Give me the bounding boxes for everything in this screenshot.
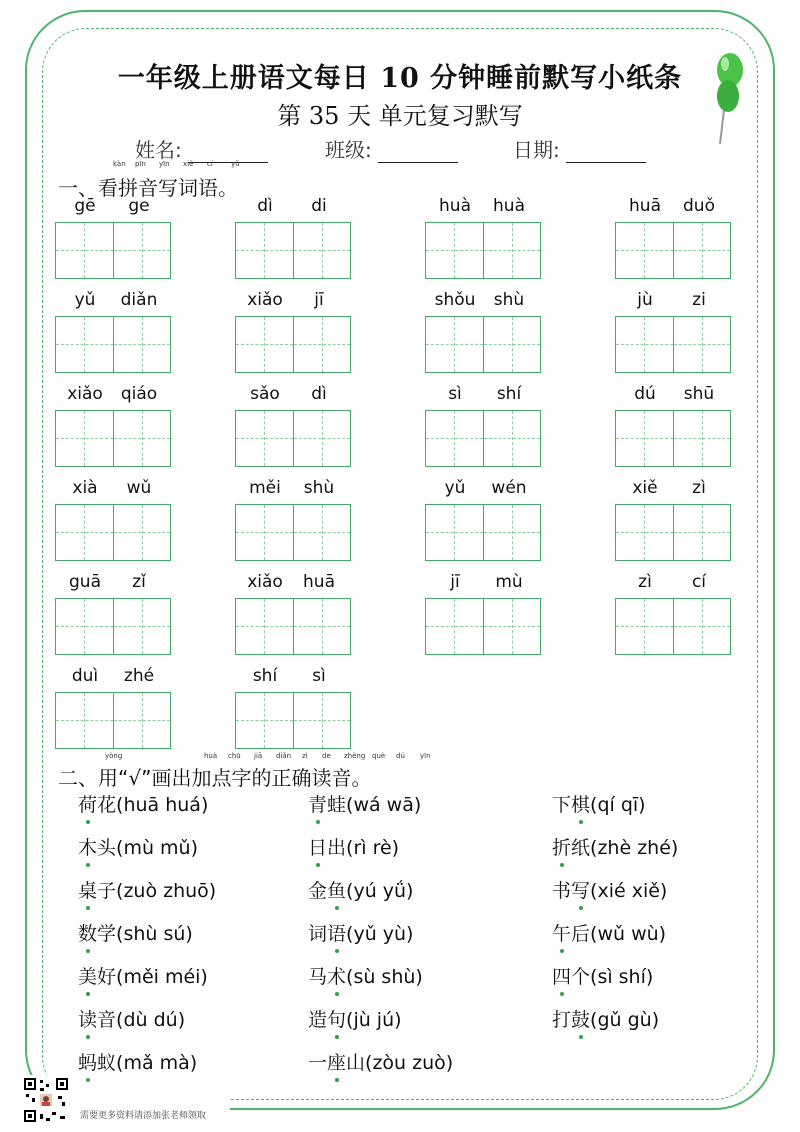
pinyin-syllable: xiǎo	[247, 290, 283, 310]
pinyin-word-cell	[235, 666, 351, 746]
name-blank[interactable]	[188, 142, 268, 163]
pinyin-word-cell	[425, 572, 541, 652]
pinyin-word-cell	[235, 572, 351, 652]
dotted-character: 四	[552, 962, 571, 989]
pinyin-syllable: zǐ	[132, 572, 146, 592]
ruby-pinyin: yīn	[420, 752, 431, 760]
writing-box[interactable]	[236, 693, 293, 748]
pinyin-syllable: shí	[252, 666, 278, 686]
character: 花	[97, 794, 117, 816]
pinyin-word-cell	[235, 384, 351, 464]
pronunciation-item	[78, 1048, 197, 1075]
ruby-pinyin: huà	[204, 752, 218, 760]
writing-box[interactable]	[483, 411, 540, 466]
item-word	[552, 837, 590, 859]
tian-zi-grid	[55, 222, 171, 279]
dotted-character: 美	[78, 962, 97, 989]
section2-title: 二、用“√”画出加点字的正确读音。	[58, 766, 372, 790]
writing-box[interactable]	[236, 599, 293, 654]
writing-box[interactable]	[426, 317, 483, 372]
dotted-character: 座	[327, 1048, 346, 1075]
dotted-character: 日	[308, 833, 327, 860]
tian-zi-grid	[55, 316, 171, 373]
pinyin-word-cell	[615, 478, 731, 558]
dotted-character: 数	[78, 919, 97, 946]
pinyin-word-cell	[55, 572, 171, 652]
writing-box[interactable]	[293, 317, 350, 372]
tian-zi-grid	[615, 504, 731, 561]
pinyin-choices[interactable]: (měi méi)	[116, 966, 208, 988]
writing-box[interactable]	[56, 599, 113, 654]
tian-zi-grid	[55, 692, 171, 749]
dotted-character: 荷	[78, 790, 97, 817]
ruby-pinyin: chū	[228, 752, 241, 760]
pronunciation-item	[78, 919, 193, 946]
page-subtitle: 第 35 天 单元复习默写	[277, 102, 523, 130]
pronunciation-item	[308, 876, 413, 903]
pinyin-syllable: qiáo	[120, 384, 158, 404]
tian-zi-grid	[425, 222, 541, 279]
pinyin-syllable: xiě	[632, 478, 658, 498]
tian-zi-grid	[425, 504, 541, 561]
pronunciation-item	[552, 833, 678, 860]
tian-zi-grid	[425, 316, 541, 373]
pronunciation-item	[308, 1005, 402, 1032]
writing-box[interactable]	[56, 223, 113, 278]
writing-box[interactable]	[236, 317, 293, 372]
pinyin-syllable: sǎo	[250, 384, 280, 404]
ruby-pinyin: de	[322, 752, 331, 760]
character: 山	[346, 1052, 366, 1074]
writing-box[interactable]	[56, 411, 113, 466]
pinyin-syllable: jī	[314, 290, 324, 310]
pinyin-syllable: shí	[496, 384, 522, 404]
writing-box[interactable]	[483, 599, 540, 654]
pinyin-syllable: dì	[311, 384, 327, 404]
pinyin-syllable: dì	[257, 196, 273, 216]
item-word	[78, 1052, 116, 1074]
class-field[interactable]	[325, 134, 458, 163]
item-word	[78, 1009, 116, 1031]
character: 书	[552, 880, 572, 902]
writing-box[interactable]	[113, 411, 170, 466]
item-word	[552, 880, 590, 902]
writing-box[interactable]	[293, 223, 350, 278]
dotted-character: 折	[552, 833, 571, 860]
pinyin-syllable: shù	[493, 290, 525, 310]
pinyin-word-cell	[615, 290, 731, 370]
ruby-pinyin: yīn	[159, 160, 170, 168]
pinyin-word-cell	[615, 196, 731, 276]
ruby-pinyin: yǔ	[231, 160, 240, 168]
pronunciation-item	[78, 1005, 185, 1032]
pinyin-choices[interactable]: (wǔ wù)	[590, 923, 667, 945]
pinyin-word-cell	[55, 196, 171, 276]
writing-box[interactable]	[293, 411, 350, 466]
item-word	[78, 880, 116, 902]
ruby-pinyin: cí	[207, 160, 213, 168]
character: 下	[552, 794, 572, 816]
pronunciation-item	[78, 962, 208, 989]
writing-box[interactable]	[673, 505, 730, 560]
pinyin-syllable: xiǎo	[247, 572, 283, 592]
writing-box[interactable]	[113, 693, 170, 748]
writing-box[interactable]	[113, 599, 170, 654]
ruby-pinyin: kàn	[113, 160, 126, 168]
writing-box[interactable]	[673, 599, 730, 654]
pinyin-syllable: wǔ	[126, 478, 152, 498]
ruby-pinyin: pīn	[135, 160, 146, 168]
writing-box[interactable]	[56, 693, 113, 748]
pinyin-choices[interactable]: (yú yǘ)	[346, 880, 414, 902]
pinyin-syllable: dú	[634, 384, 656, 404]
name-label: 姓名:	[135, 138, 182, 162]
character: 词	[308, 923, 328, 945]
item-word	[78, 923, 116, 945]
pinyin-syllable: huā	[629, 196, 661, 216]
tian-zi-grid	[235, 598, 351, 655]
item-word	[78, 966, 116, 988]
item-word	[552, 966, 590, 988]
pronunciation-item	[78, 833, 198, 860]
writing-box[interactable]	[236, 223, 293, 278]
item-word	[308, 794, 346, 816]
character: 好	[97, 966, 117, 988]
writing-box[interactable]	[236, 411, 293, 466]
pinyin-choices[interactable]: (mù mǔ)	[116, 837, 198, 859]
pinyin-syllable: diǎn	[120, 290, 158, 310]
character: 马	[308, 966, 328, 988]
pinyin-syllable: huā	[303, 572, 335, 592]
writing-box[interactable]	[616, 505, 673, 560]
character: 学	[97, 923, 117, 945]
pinyin-syllable: zhé	[123, 666, 155, 686]
pinyin-syllable: duì	[71, 666, 99, 686]
ruby-pinyin: què	[372, 752, 386, 760]
tian-zi-grid	[55, 598, 171, 655]
dotted-character: 语	[327, 919, 346, 946]
ruby-pinyin: zhèng	[344, 752, 366, 760]
dotted-character: 读	[78, 1005, 97, 1032]
writing-box[interactable]	[616, 223, 673, 278]
tian-zi-grid	[55, 410, 171, 467]
ruby-pinyin: jiā	[254, 752, 263, 760]
pinyin-choices[interactable]: (mǎ mà)	[116, 1052, 198, 1074]
writing-box[interactable]	[293, 505, 350, 560]
writing-box[interactable]	[483, 223, 540, 278]
writing-box[interactable]	[113, 505, 170, 560]
pinyin-syllable: cí	[691, 572, 707, 592]
ruby-pinyin: yòng	[105, 752, 123, 760]
pinyin-syllable: zì	[638, 572, 652, 592]
pinyin-syllable: wén	[491, 478, 527, 498]
character: 蛙	[327, 794, 347, 816]
qr-code-icon[interactable]	[22, 1076, 70, 1124]
ruby-pinyin: diǎn	[276, 752, 292, 760]
writing-box[interactable]	[673, 411, 730, 466]
character: 金	[308, 880, 328, 902]
pinyin-choices[interactable]: (rì rè)	[346, 837, 400, 859]
pinyin-syllable: mù	[495, 572, 523, 592]
pinyin-choices[interactable]: (yǔ yù)	[346, 923, 414, 945]
pronunciation-item	[308, 919, 413, 946]
date-label: 日期:	[513, 138, 560, 162]
writing-box[interactable]	[293, 693, 350, 748]
writing-box[interactable]	[673, 317, 730, 372]
pinyin-word-cell	[425, 478, 541, 558]
writing-box[interactable]	[426, 599, 483, 654]
tian-zi-grid	[615, 316, 731, 373]
ruby-pinyin: zì	[302, 752, 308, 760]
character: 打	[552, 1009, 572, 1031]
pinyin-choices[interactable]: (dù dú)	[116, 1009, 186, 1031]
pronunciation-item	[308, 962, 423, 989]
dotted-character: 术	[327, 962, 346, 989]
pinyin-choices[interactable]: (sì shí)	[590, 966, 654, 988]
tian-zi-grid	[235, 692, 351, 749]
pinyin-syllable: zì	[692, 478, 706, 498]
item-word	[308, 1052, 365, 1074]
pinyin-choices[interactable]: (zuò zhuō)	[116, 880, 217, 902]
writing-box[interactable]	[56, 505, 113, 560]
pinyin-syllable: jù	[637, 290, 653, 310]
tian-zi-grid	[615, 410, 731, 467]
pinyin-syllable: shū	[683, 384, 715, 404]
writing-box[interactable]	[426, 505, 483, 560]
ruby-pinyin: xiě	[183, 160, 194, 168]
pinyin-syllable: ge	[128, 196, 150, 216]
pinyin-syllable: huà	[493, 196, 525, 216]
pinyin-choices[interactable]: (jù jú)	[346, 1009, 402, 1031]
class-blank[interactable]	[378, 142, 458, 163]
pinyin-syllable: di	[311, 196, 327, 216]
tian-zi-grid	[55, 504, 171, 561]
dotted-character: 鼓	[571, 1005, 590, 1032]
class-label: 班级:	[325, 138, 372, 162]
pinyin-word-cell	[615, 384, 731, 464]
pronunciation-item	[78, 790, 208, 817]
pinyin-syllable: shù	[303, 478, 335, 498]
pinyin-syllable: huà	[439, 196, 471, 216]
pinyin-syllable: duǒ	[683, 196, 715, 216]
pinyin-word-cell	[235, 196, 351, 276]
tian-zi-grid	[235, 504, 351, 561]
pinyin-choices[interactable]: (sù shù)	[346, 966, 423, 988]
pinyin-syllable: sì	[312, 666, 326, 686]
pronunciation-item	[308, 1048, 453, 1075]
item-word	[308, 923, 346, 945]
pinyin-word-cell	[55, 290, 171, 370]
pinyin-syllable: guā	[69, 572, 101, 592]
item-word	[78, 837, 116, 859]
pronunciation-item	[308, 833, 399, 860]
writing-box[interactable]	[426, 411, 483, 466]
date-field[interactable]	[513, 134, 646, 163]
ruby-pinyin: dú	[396, 752, 405, 760]
pinyin-choices[interactable]: (wá wā)	[346, 794, 422, 816]
writing-box[interactable]	[483, 317, 540, 372]
pinyin-word-cell	[235, 290, 351, 370]
writing-box[interactable]	[616, 599, 673, 654]
writing-box[interactable]	[616, 317, 673, 372]
item-word	[552, 923, 590, 945]
item-word	[552, 1009, 590, 1031]
pinyin-syllable: yǔ	[74, 290, 96, 310]
pinyin-choices[interactable]: (huā huá)	[116, 794, 209, 816]
dotted-character: 木	[78, 833, 97, 860]
pronunciation-item	[552, 1005, 659, 1032]
item-word	[308, 1009, 346, 1031]
pronunciation-item	[552, 962, 653, 989]
page-title: 一年级上册语文每日 10 分钟睡前默写小纸条	[117, 63, 683, 94]
character: 头	[97, 837, 117, 859]
character: 造	[308, 1009, 328, 1031]
writing-box[interactable]	[236, 505, 293, 560]
pinyin-syllable: xià	[72, 478, 98, 498]
dotted-character: 句	[327, 1005, 346, 1032]
pinyin-syllable: jī	[450, 572, 460, 592]
pinyin-syllable: gē	[74, 196, 96, 216]
pinyin-syllable: shǒu	[434, 290, 476, 310]
pinyin-choices[interactable]: (zhè zhé)	[590, 837, 679, 859]
item-word	[552, 794, 590, 816]
character: 纸	[571, 837, 591, 859]
name-field[interactable]	[135, 134, 268, 163]
writing-box[interactable]	[56, 317, 113, 372]
character: 个	[571, 966, 591, 988]
item-word	[308, 966, 346, 988]
pinyin-syllable: xiǎo	[67, 384, 103, 404]
item-word	[78, 794, 116, 816]
pinyin-choices[interactable]: (xié xiě)	[590, 880, 668, 902]
pronunciation-item	[552, 790, 646, 817]
character: 蚁	[97, 1052, 117, 1074]
writing-box[interactable]	[426, 223, 483, 278]
character: 后	[571, 923, 591, 945]
item-word	[308, 880, 346, 902]
pinyin-syllable: měi	[249, 478, 281, 498]
dotted-character: 鱼	[327, 876, 346, 903]
tian-zi-grid	[235, 410, 351, 467]
pinyin-choices[interactable]: (zòu zuò)	[365, 1052, 454, 1074]
tian-zi-grid	[615, 598, 731, 655]
dotted-character: 蚂	[78, 1048, 97, 1075]
writing-box[interactable]	[293, 599, 350, 654]
pinyin-syllable: zi	[692, 290, 706, 310]
pinyin-word-cell	[425, 384, 541, 464]
writing-box[interactable]	[673, 223, 730, 278]
item-word	[308, 837, 346, 859]
pinyin-syllable: yǔ	[444, 478, 466, 498]
dotted-character: 青	[308, 790, 327, 817]
pinyin-word-cell	[55, 384, 171, 464]
date-blank[interactable]	[566, 142, 646, 163]
writing-box[interactable]	[616, 411, 673, 466]
dotted-character: 写	[571, 876, 590, 903]
dotted-character: 桌	[78, 876, 97, 903]
tian-zi-grid	[425, 410, 541, 467]
character: 一	[308, 1052, 328, 1074]
pinyin-word-cell	[425, 290, 541, 370]
pronunciation-item	[308, 790, 421, 817]
tian-zi-grid	[235, 222, 351, 279]
pronunciation-item	[78, 876, 216, 903]
tian-zi-grid	[615, 222, 731, 279]
writing-box[interactable]	[113, 317, 170, 372]
character: 音	[97, 1009, 117, 1031]
character: 出	[327, 837, 347, 859]
pinyin-syllable: sì	[448, 384, 462, 404]
tian-zi-grid	[425, 598, 541, 655]
pinyin-word-cell	[55, 666, 171, 746]
dotted-character: 棋	[571, 790, 590, 817]
pinyin-word-cell	[425, 196, 541, 276]
dotted-character: 午	[552, 919, 571, 946]
footer-note: 需要更多资料请添加张老师领取	[80, 1111, 207, 1121]
pinyin-word-cell	[615, 572, 731, 652]
pinyin-word-cell	[235, 478, 351, 558]
pinyin-choices[interactable]: (qí qī)	[590, 794, 646, 816]
pronunciation-item	[552, 876, 667, 903]
section1-title: 一、看拼音写词语。	[58, 176, 238, 200]
character: 子	[97, 880, 117, 902]
tian-zi-grid	[235, 316, 351, 373]
pronunciation-item	[552, 919, 666, 946]
writing-box[interactable]	[113, 223, 170, 278]
pinyin-word-cell	[55, 478, 171, 558]
pinyin-choices[interactable]: (shù sú)	[116, 923, 193, 945]
pinyin-choices[interactable]: (gǔ gù)	[590, 1009, 660, 1031]
writing-box[interactable]	[483, 505, 540, 560]
